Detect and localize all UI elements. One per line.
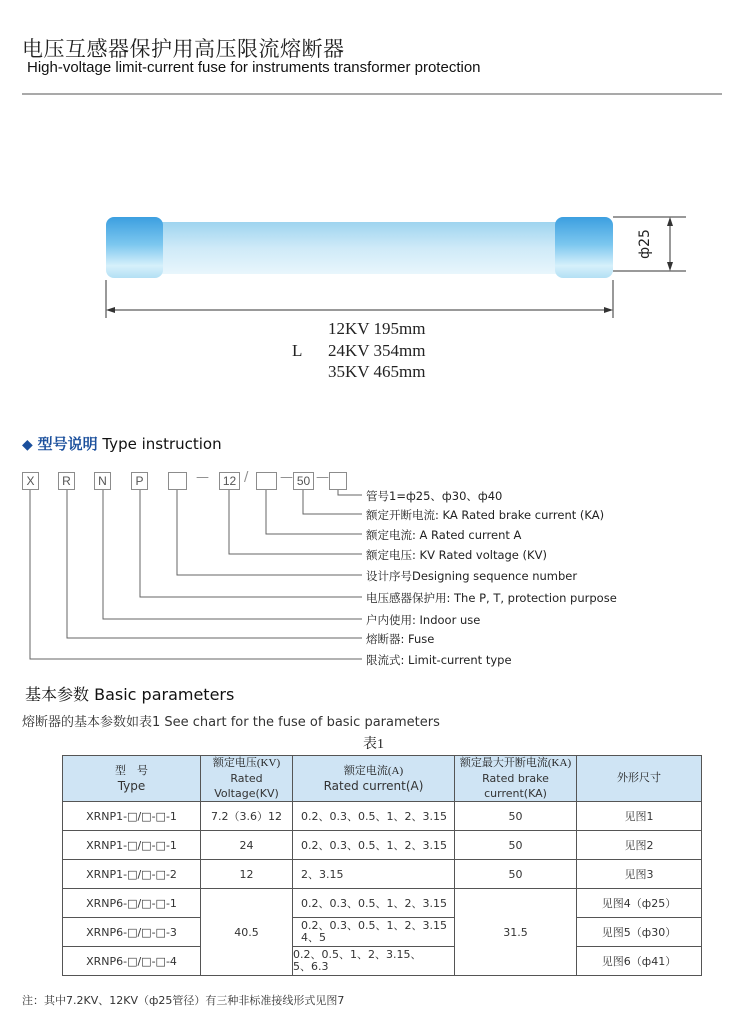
- table-row: XRNP1-□/□-□-2 12 2、3.15 50 见图3: [63, 860, 702, 889]
- table-row: XRNP1-□/□-□-1 24 0.2、0.3、0.5、1、2、3.15 50 见图2: [63, 831, 702, 860]
- code-box-r: R: [58, 472, 75, 490]
- table-row: XRNP1-□/□-□-1 7.2（3.6）12 0.2、0.3、0.5、1、2、3.15 50 见图1: [63, 802, 702, 831]
- code-dash: —: [316, 470, 329, 485]
- header-type: 型 号 Type: [63, 756, 201, 802]
- legend-rated-current: 额定电流: A Rated current A: [366, 528, 522, 542]
- code-box-x: X: [22, 472, 39, 490]
- code-box-brake: 50: [293, 472, 314, 490]
- legend-indoor-use: 户内使用: Indoor use: [366, 613, 481, 627]
- header-shape: 外形尺寸: [577, 756, 702, 802]
- diamond-bullet-icon: ◆: [22, 437, 33, 453]
- header-voltage: 额定电压(KV) Rated Voltage(KV): [201, 756, 293, 802]
- merged-brake-cell: 31.5: [455, 889, 577, 976]
- legend-design-sequence: 设计序号Designing sequence number: [366, 569, 578, 583]
- type-instruction-title-cn: 型号说明: [37, 435, 98, 453]
- header-current: 额定电流(A) Rated current(A): [293, 756, 455, 802]
- code-box-voltage: 12: [219, 472, 240, 490]
- code-dash: —: [196, 470, 209, 485]
- type-instruction-title-en: Type instruction: [102, 435, 222, 453]
- table-row: XRNP6-□/□-□-1 40.5 0.2、0.3、0.5、1、2、3.15 31.5 见图4（ф25）: [63, 889, 702, 918]
- table-row: XRNP6-□/□-□-3 0.2、0.3、0.5、1、2、3.15 4、5 见图5（ф30）: [63, 918, 702, 947]
- legend-fuse: 熔断器: Fuse: [366, 632, 435, 646]
- legend-tube-number: 管号1=ф25、ф30、ф40: [366, 489, 503, 503]
- merged-voltage-cell: 40.5: [201, 889, 293, 976]
- legend-brake-current: 额定开断电流: KA Rated brake current (KA): [366, 508, 605, 522]
- length-12kv: 12KV 195mm: [328, 319, 426, 338]
- table-header-row: [63, 756, 702, 802]
- basic-parameters-title: 基本参数 Basic parameters: [25, 685, 235, 704]
- parameters-table: [62, 755, 702, 976]
- legend-pt-protection: 电压感器保护用: The P, T, protection purpose: [366, 591, 617, 605]
- code-slash: /: [244, 470, 249, 485]
- diameter-label: ф25: [636, 229, 653, 259]
- table-caption: 表1: [363, 737, 384, 752]
- code-dash: —: [280, 470, 293, 485]
- basic-parameters-note: 熔断器的基本参数如表1 See chart for the fuse of basic parameters: [22, 715, 440, 730]
- legend-limit-current: 限流式: Limit-current type: [366, 653, 512, 667]
- header-brake: 额定最大开断电流(KA) Rated brake current(KA): [455, 756, 577, 802]
- footnote: 注：其中7.2KV、12KV（ф25管径）有三种非标准接线形式见图7: [22, 994, 345, 1007]
- length-symbol: L: [292, 341, 303, 360]
- code-box-n: N: [94, 472, 111, 490]
- legend-rated-voltage: 额定电压: KV Rated voltage (KV): [366, 548, 547, 562]
- length-24kv: 24KV 354mm: [328, 341, 426, 360]
- page-title: 电压互感器保护用高压限流熔断器: [22, 37, 345, 61]
- page-subtitle: High-voltage limit-current fuse for instruments transformer protection: [27, 59, 481, 76]
- code-box-p: P: [131, 472, 148, 490]
- length-35kv: 35KV 465mm: [328, 362, 426, 381]
- table-row: XRNP6-□/□-□-4 0.2、0.5、1、2、3.15、 5、6.3 见图6（ф41）: [63, 947, 702, 976]
